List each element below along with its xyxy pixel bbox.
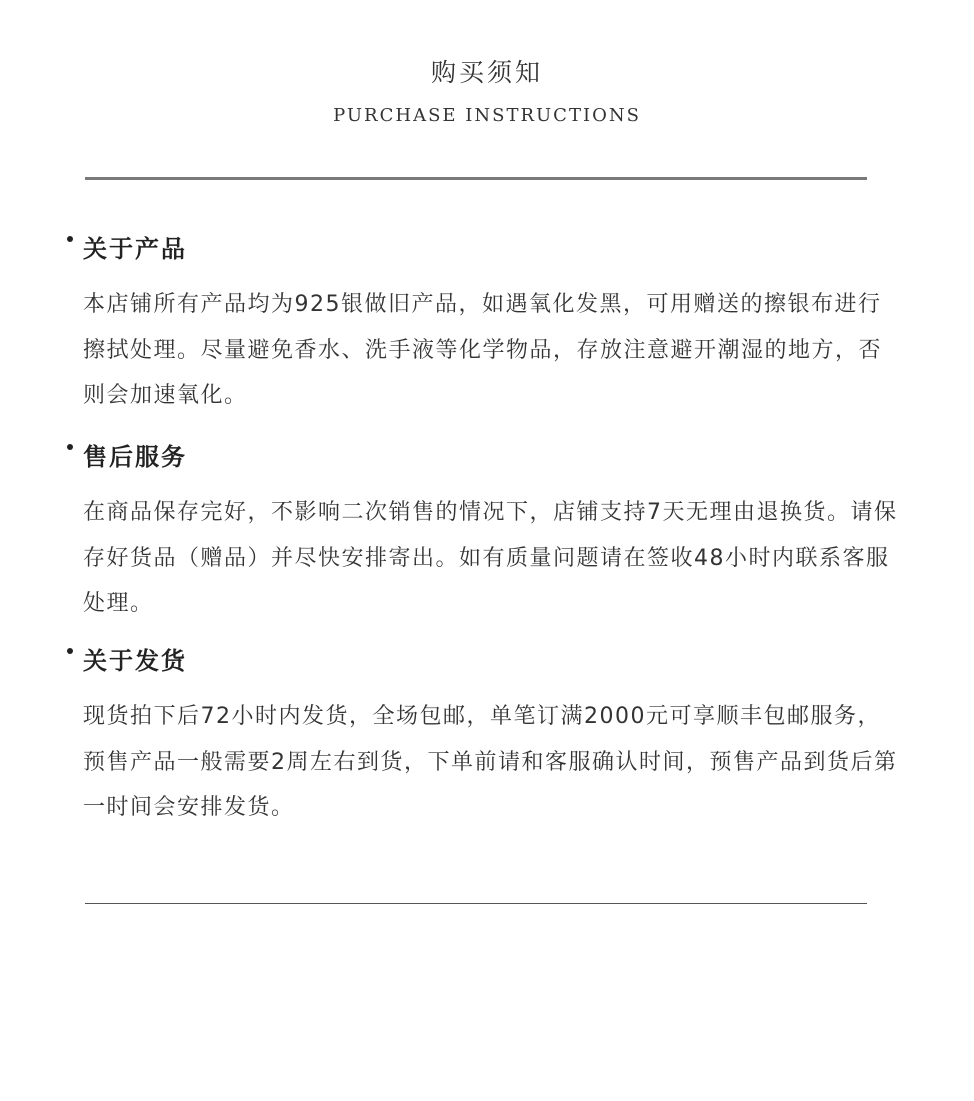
section-title: 售后服务 (83, 443, 187, 471)
section-body: 现货拍下后72小时内发货，全场包邮，单笔订满2000元可享顺丰包邮服务，预售产品一般需要2周左右到货，下单前请和客服确认时间，预售产品到货后第一时间会安排发货。 (83, 704, 898, 820)
bullet-icon (67, 444, 73, 450)
bullet-icon (67, 648, 73, 654)
section-header (65, 646, 905, 680)
section-body: 本店铺所有产品均为925银做旧产品，如遇氧化发黑，可用赠送的擦银布进行擦拭处理。尽量避免香水、洗手液等化学物品，存放注意避开潮湿的地方，否则会加速氧化。 (83, 292, 883, 408)
section-about-products (65, 234, 905, 419)
bottom-divider (85, 903, 867, 904)
section-after-sales (65, 442, 905, 627)
section-title: 关于产品 (83, 235, 187, 263)
page-title: 购买须知 (430, 58, 543, 87)
section-body: 在商品保存完好，不影响二次销售的情况下，店铺支持7天无理由退换货。请保存好货品（赠品）并尽快安排寄出。如有质量问题请在签收48小时内联系客服处理。 (83, 500, 898, 616)
section-header (65, 442, 905, 476)
bullet-icon (67, 236, 73, 242)
page-subtitle: PURCHASE INSTRUCTIONS (333, 105, 641, 126)
section-shipping (65, 646, 905, 831)
section-header (65, 234, 905, 268)
top-divider (85, 177, 867, 180)
section-title: 关于发货 (83, 647, 187, 675)
